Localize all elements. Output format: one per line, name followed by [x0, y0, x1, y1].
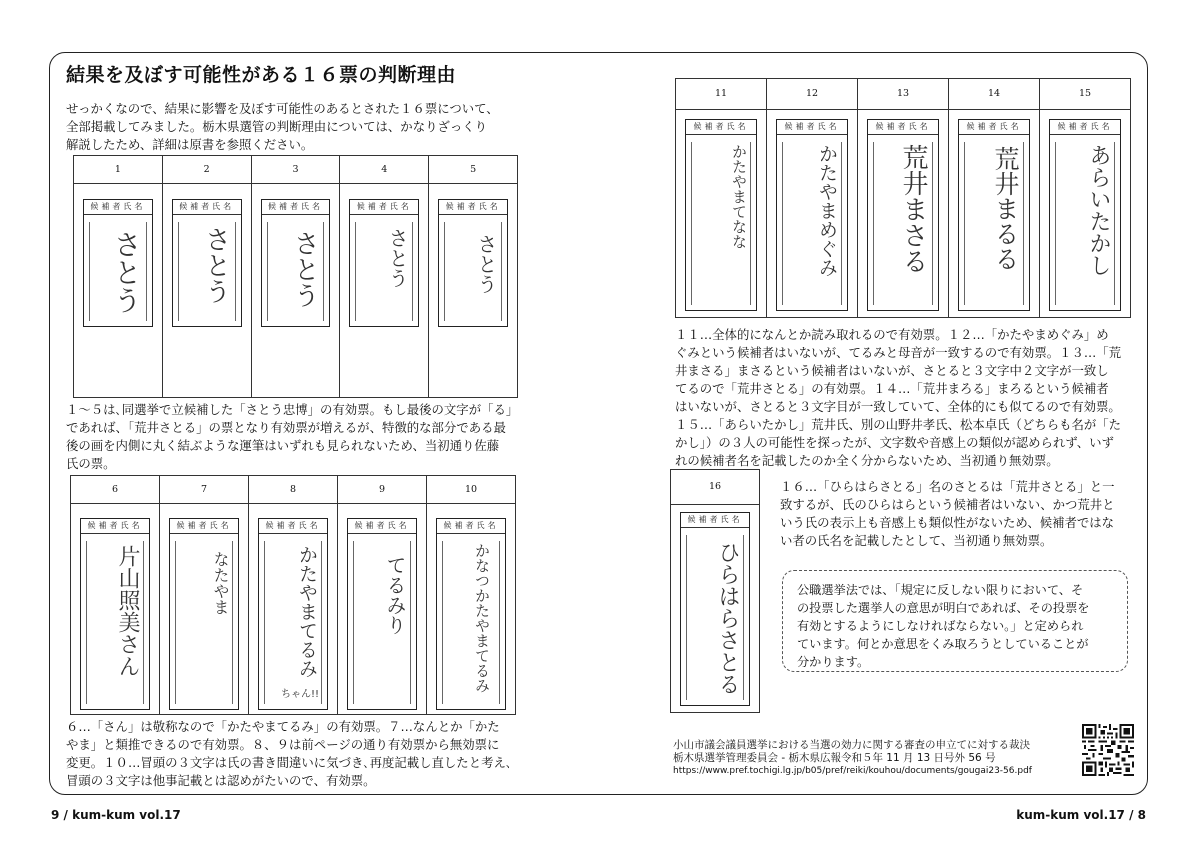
source-publisher: 栃木県選挙管理委員会 - 栃木県広報令和５年 11 月 13 日号外 56 号: [673, 752, 996, 764]
source-title: 小山市議会議員選挙における当選の効力に関する審査の申立てに対する裁決: [673, 739, 1030, 751]
ballot-cell: [767, 79, 858, 317]
ballot-table-1-5: [73, 155, 518, 398]
ballot-slip: [685, 119, 757, 311]
handwritten-name: かたやまてなな: [730, 144, 748, 249]
ballot-number: 7: [160, 476, 248, 504]
ballot-number: 5: [429, 156, 517, 184]
slip-header: 候補者氏名: [348, 519, 416, 534]
ballot-slip: [958, 119, 1030, 311]
slip-header: 候補者氏名: [777, 120, 847, 135]
slip-header: 候補者氏名: [173, 200, 241, 215]
slip-header: 候補者氏名: [439, 200, 507, 215]
ballot-slip: [347, 518, 417, 710]
ballot-cell: [338, 476, 427, 714]
ballot-slip: [172, 199, 242, 327]
ballot-cell: [74, 156, 163, 397]
handwritten-name: ひらはらさとる: [715, 541, 740, 695]
ballot-slip: [349, 199, 419, 327]
handwritten-name: さとう: [109, 230, 143, 314]
ballot-cell: [427, 476, 515, 714]
ballot-number: 3: [252, 156, 340, 184]
ballot-cell: [71, 476, 160, 714]
ballot-table-16: [670, 469, 760, 713]
note-ballots-11-15: １１…全体的になんとか読み取れるので有効票。１２…「かたやまめぐみ」め ぐみという候補者はいないが、てるみと母音が一致するので有効票。１３…「荒 井まさる」まさるという候補者はいないが、さとると３文字中２文字が一致し てるので「荒井さとる」の有効票。１４…「荒井まろる」まろるという候補者 はいないが、さとると３文字目が一致していて、全体的にも似てるので有効票。 １５…「あらいたかし」荒井氏、別の山野井孝氏、松本卓氏（どちらも名が「た かし」）の３人の可能性を探ったが、文字数や音感上の類似が認められず、いず れの候補者名を記載したのか全く分からないため、当初通り無効票。: [675, 327, 1122, 468]
slip-header: 候補者氏名: [686, 120, 756, 135]
handwritten-name: てるみり: [383, 555, 407, 635]
slip-header: 候補者氏名: [350, 200, 418, 215]
intro-text: せっかくなので、結果に影響を及ぼす可能性のあるとされた１６票について、 全部掲載してみました。栃木県選管の判断理由については、かなりざっくり 解説したため、詳細は原書を参照ください。: [66, 101, 499, 152]
ballot-cell: [676, 79, 767, 317]
ballot-number: 11: [676, 79, 766, 110]
ballot-cell: [671, 470, 759, 712]
ballot-number: 16: [671, 470, 759, 505]
slip-header: 候補者氏名: [868, 120, 938, 135]
law-note-box: 公職選挙法では、「規定に反しない限りにおいて、そ の投票した選挙人の意思が明白であれば、その投票を 有効とするようにしなければならない。」と定められ ています。何とか意思をくみ取ろうとしていることが 分かります。: [782, 570, 1128, 672]
ballot-number: 8: [249, 476, 337, 504]
ballot-slip: [438, 199, 508, 327]
ballot-slip: [436, 518, 506, 710]
slip-header: 候補者氏名: [1050, 120, 1120, 135]
handwritten-extra: ちゃん!!: [280, 689, 319, 700]
slip-header: 候補者氏名: [81, 519, 149, 534]
slip-header: 候補者氏名: [84, 200, 152, 215]
ballot-slip: [867, 119, 939, 311]
handwritten-name: 荒井まさる: [898, 144, 928, 274]
ballot-number: 10: [427, 476, 515, 504]
handwritten-name: さとう: [473, 234, 498, 294]
handwritten-name: あらいたかし: [1086, 144, 1111, 276]
ballot-cell: [1040, 79, 1130, 317]
handwritten-name: かたやまめぐみ: [816, 144, 838, 277]
ballot-slip: [169, 518, 239, 710]
handwritten-name: さとう: [200, 226, 231, 304]
handwritten-name: 荒井まるる: [991, 146, 1020, 271]
source-url[interactable]: https://www.pref.tochigi.lg.jp/b05/pref/reiki/kouhou/documents/gougai23-56.pdf: [673, 766, 1032, 776]
ballot-cell: [252, 156, 341, 397]
ballot-slip: [80, 518, 150, 710]
ballot-number: 15: [1040, 79, 1130, 110]
handwritten-name: なたやま: [211, 551, 230, 615]
ballot-cell: [949, 79, 1040, 317]
ballot-slip: [83, 199, 153, 327]
slip-header: 候補者氏名: [259, 519, 327, 534]
ballot-number: 2: [163, 156, 251, 184]
ballot-slip: [776, 119, 848, 311]
footer-left: 9 / kum-kum vol.17: [51, 808, 181, 822]
slip-header: 候補者氏名: [170, 519, 238, 534]
ballot-cell: [340, 156, 429, 397]
ballot-number: 14: [949, 79, 1039, 110]
source-citation: [673, 739, 1032, 778]
handwritten-name: さとう: [289, 230, 320, 308]
slip-header: 候補者氏名: [959, 120, 1029, 135]
slip-header: 候補者氏名: [681, 513, 749, 528]
ballot-cell: [858, 79, 949, 317]
handwritten-name: かなつかたやまてるみ: [473, 543, 491, 693]
slip-header: 候補者氏名: [262, 200, 330, 215]
page-title: 結果を及ぼす可能性がある１６票の判断理由: [66, 64, 457, 86]
ballot-number: 12: [767, 79, 857, 110]
ballot-number: 1: [74, 156, 162, 184]
ballot-number: 13: [858, 79, 948, 110]
handwritten-name: さとう: [385, 228, 410, 288]
ballot-slip: [680, 512, 750, 706]
note-ballot-16: １６…「ひらはらさとる」名のさとるは「荒井さとる」と一 致するが、氏のひらはらという候補者はいない、かつ荒井と いう氏の表示上も音感上も類似性がないため、候補者ではな い者の氏名を記載したとして、当初通り無効票。: [780, 479, 1115, 548]
footer-right: kum-kum vol.17 / 8: [1016, 808, 1146, 822]
ballot-number: 4: [340, 156, 428, 184]
note-ballots-1-5: １～５は､同選挙で立候補した「さとう忠博」の有効票。もし最後の文字が「る」 であれば、「荒井さとる」の票となり有効票が増えるが、特徴的な部分である最 後の画を内側に丸く結ぶような運筆はいずれも見られないため、当初通り佐藤 氏の票。: [66, 402, 519, 471]
ballot-slip: [261, 199, 331, 327]
note-ballots-6-10: ６…「さん」は敬称なので「かたやまてるみ」の有効票。７…なんとか「かた やま」と類推できるので有効票。８、９は前ページの通り有効票から無効票に 変更。１０…冒頭の３文字は氏の書き間違いに気づき､再度記載し直したと考え､ 冒頭の３文字は他事記載とは認めがたいので、有効票。: [66, 719, 513, 788]
ballot-slip: [258, 518, 328, 710]
ballot-slip: [1049, 119, 1121, 311]
ballot-table-11-15: [675, 78, 1131, 318]
ballot-number: 9: [338, 476, 426, 504]
ballot-cell: [249, 476, 338, 714]
ballot-cell: [429, 156, 517, 397]
slip-header: 候補者氏名: [437, 519, 505, 534]
ballot-table-6-10: [70, 475, 516, 715]
handwritten-name: 片山照美さん: [115, 545, 140, 677]
handwritten-name: かたやまてるみ: [296, 545, 318, 678]
ballot-cell: [163, 156, 252, 397]
qr-code-icon[interactable]: [1082, 724, 1134, 776]
ballot-cell: [160, 476, 249, 714]
ballot-number: 6: [71, 476, 159, 504]
